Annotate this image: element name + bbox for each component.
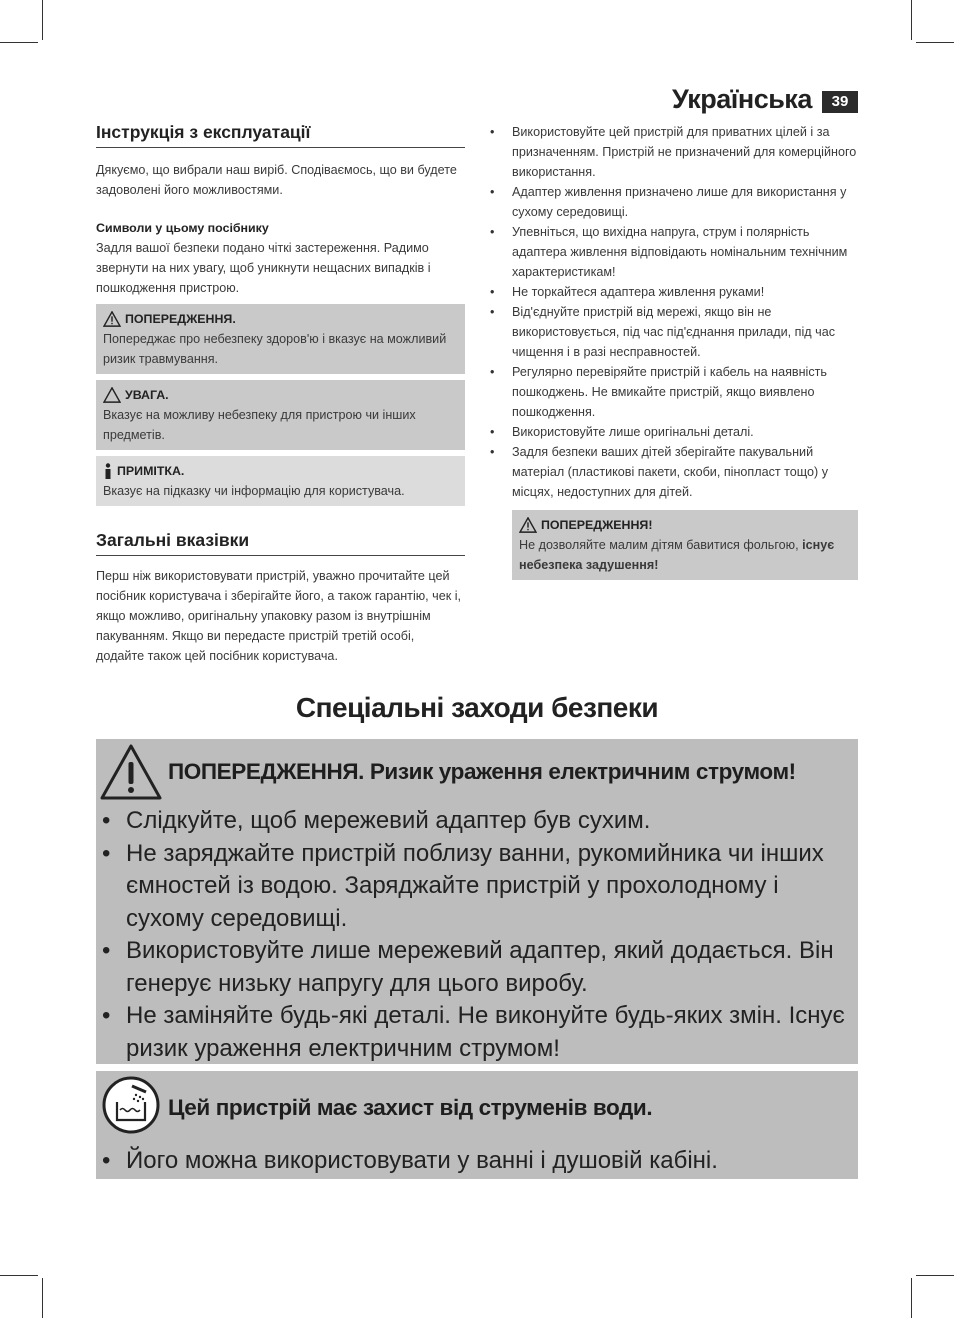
water-protection-icon [102, 1076, 160, 1134]
crop-mark [0, 42, 38, 43]
electric-warning-box [96, 739, 858, 1064]
list-item: • Не торкайтеся адаптера живлення руками! [512, 282, 858, 302]
child-warning-label: ПОПЕРЕДЖЕННЯ! [541, 518, 653, 532]
warning-label: ПОПЕРЕДЖЕННЯ. [125, 312, 236, 326]
list-item [126, 1145, 850, 1178]
list-item: • Упевніться, що вихідна напруга, струм і полярність адаптера живлення відповідають номінальним технічним характеристикам! [512, 222, 858, 282]
list-item: • Задля безпеки ваших дітей зберігайте пакувальний матеріал (пластикові пакети, скоби, пінопласт тощо) у місцях, недоступних для дітей. [512, 442, 858, 502]
electric-warning-list [126, 805, 850, 1065]
crop-mark [916, 1275, 954, 1276]
caution-text: Вказує на можливу небезпеку для пристрою чи інших предметів. [103, 408, 416, 442]
crop-mark [0, 1275, 38, 1276]
symbols-subtitle: Символи у цьому посібнику [96, 221, 269, 235]
list-item-text: • Використовуйте лише мережевий адаптер, який додається. Він генерує низьку напругу для цього виробу. [126, 937, 834, 997]
warning-box [96, 304, 465, 374]
list-item: • Адаптер живлення призначено лише для використання у сухому середовищі. [512, 182, 858, 222]
list-item: • Від'єднуйте пристрій від мережі, якщо він не використовується, під час під'єднання прилади, під час чищення і в разі несправностей. [512, 302, 858, 362]
list-item: • Використовуйте цей пристрій для приватних цілей і за призначенням. Пристрій не призначений для комерційного використання. [512, 122, 858, 182]
electric-warning-heading [168, 759, 796, 785]
list-item [126, 805, 850, 838]
list-item-text: • Слідкуйте, щоб мережевий адаптер був сухим. [126, 807, 651, 834]
symbols-text: Задля вашої безпеки подано чіткі застереження. Радимо звернути на них увагу, щоб уникнути нещасних випадків і пошкодження пристрою. [96, 241, 431, 295]
caution-label: УВАГА. [125, 388, 169, 402]
note-box [96, 456, 465, 506]
safety-list [512, 122, 858, 502]
crop-mark [42, 0, 43, 40]
child-warning-title [519, 515, 851, 535]
child-warning-text [519, 535, 851, 575]
list-item: • Регулярно перевіряйте пристрій і кабель на наявність пошкоджень. Не вмикайте пристрій, якщо виявлено пошкодження. [512, 362, 858, 422]
warning-triangle-icon [519, 517, 537, 533]
language-header: Українська [672, 84, 812, 114]
electric-warning-label: ПОПЕРЕДЖЕННЯ. [168, 759, 364, 784]
intro-text: Дякуємо, що вибрали наш виріб. Сподіваємось, що ви будете задоволені його можливостями. [96, 163, 457, 197]
list-item [126, 1000, 850, 1065]
warning-box-title [103, 309, 458, 329]
child-warning-box [512, 510, 858, 580]
caution-box-title [103, 385, 458, 405]
section-title-general: Загальні вказівки [96, 530, 465, 556]
water-protection-list [126, 1145, 850, 1178]
electric-warning-rest: Ризик ураження електричним струмом! [363, 759, 796, 784]
list-item [126, 838, 850, 936]
section-title-instructions: Інструкція з експлуатації [96, 122, 465, 148]
page-number: 39 [822, 91, 858, 113]
special-safety-title: Спеціальні заходи безпеки [295, 692, 659, 723]
note-box-title [103, 461, 458, 481]
crop-mark [42, 1278, 43, 1318]
list-item-text: • Не заряджайте пристрій поблизу ванни, рукомийника чи інших ємностей із водою. Заряджайте пристрій у прохолодному і сухому середовищі. [126, 839, 824, 932]
general-text: Перш ніж використовувати пристрій, уважно прочитайте цей посібник користувача і зберігайте його, а також гарантію, чек і, якщо можливо, оригінальну упаковку разом із внутрішнім пакуванням. Якщо ви передасте пристрій третій особі, додайте також цей посібник користувача. [96, 569, 462, 663]
child-warning-plain: Не дозволяйте малим дітям бавитися фольгою, [519, 538, 803, 552]
list-item-text: • Його можна використовувати у ванні і душовій кабіні. [126, 1147, 718, 1174]
note-label: ПРИМІТКА. [117, 464, 185, 478]
child-warning-bold: існує небезпека задушення! [519, 538, 835, 572]
crop-mark [911, 0, 912, 40]
list-item-text: • Не заміняйте будь-які деталі. Не виконуйте будь-яких змін. Існує ризик ураження електричним струмом! [126, 1002, 845, 1062]
water-protection-heading: Цей пристрій має захист від струменів води. [168, 1095, 653, 1120]
crop-mark [916, 42, 954, 43]
left-column [96, 122, 465, 666]
warning-triangle-icon [99, 743, 163, 801]
crop-mark [911, 1278, 912, 1318]
warning-text: Попереджає про небезпеку здоров'ю і вказує на можливий ризик травмування. [103, 332, 447, 366]
list-item: • Використовуйте лише оригінальні деталі. [512, 422, 858, 442]
right-column [512, 122, 858, 580]
info-icon [103, 463, 113, 479]
warning-triangle-icon [103, 311, 121, 327]
water-protection-box [96, 1071, 858, 1179]
caution-triangle-icon [103, 387, 121, 403]
note-text: Вказує на підказку чи інформацію для користувача. [103, 484, 405, 498]
caution-box [96, 380, 465, 450]
list-item [126, 935, 850, 1000]
